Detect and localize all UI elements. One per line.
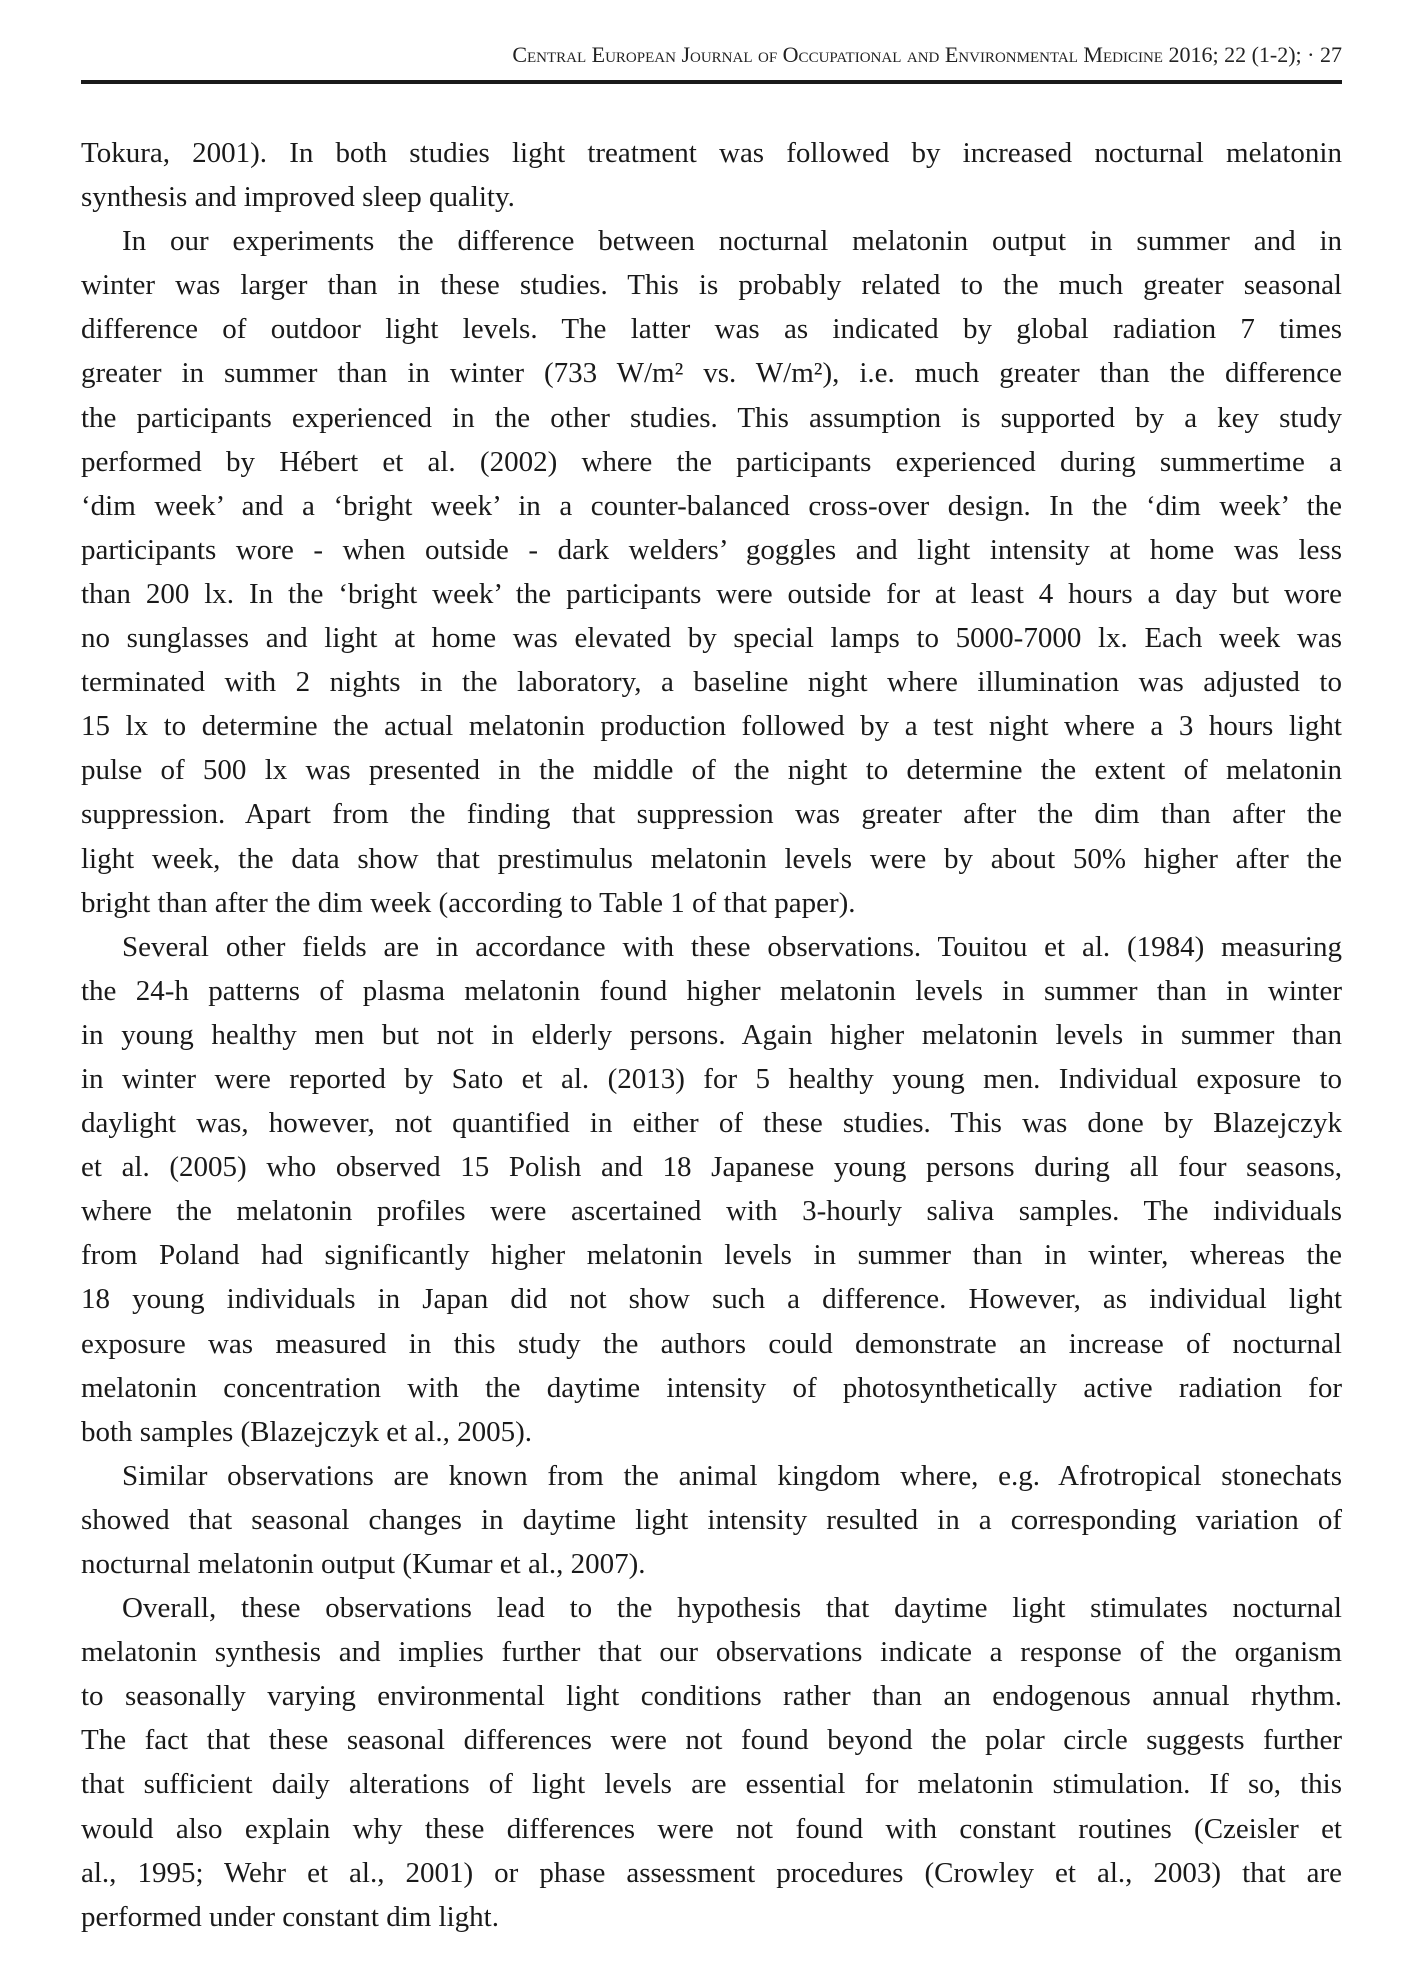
text-line: than 200 lx. In the ‘bright week’ the participants were outside for at least 4 hours a day but wore [81,577,1342,610]
text-line: melatonin synthesis and implies further that our observations indicate a response of the organism [81,1636,1342,1669]
text-line: the 24-h patterns of plasma melatonin found higher melatonin levels in summer than in winter [81,974,1342,1007]
paragraph-3 [81,925,1342,1454]
text-line: In our experiments the difference between nocturnal melatonin output in summer and in [122,225,1342,258]
text-line: participants wore - when outside - dark welders’ goggles and light intensity at home was less [81,533,1342,566]
text-line: showed that seasonal changes in daytime light intensity resulted in a corresponding variation of [81,1503,1342,1536]
text-line: Similar observations are known from the animal kingdom where, e.g. Afrotropical stonechats [122,1459,1342,1492]
text-line: difference of outdoor light levels. The latter was as indicated by global radiation 7 times [81,313,1342,346]
text-line: suppression. Apart from the finding that suppression was greater after the dim than after the [81,798,1342,831]
text-line: to seasonally varying environmental light conditions rather than an endogenous annual rhythm. [81,1680,1342,1713]
text-line: Overall, these observations lead to the hypothesis that daytime light stimulates nocturnal [122,1592,1342,1625]
text-line: performed by Hébert et al. (2002) where the participants experienced during summertime a [81,445,1342,478]
text-line: pulse of 500 lx was presented in the middle of the night to determine the extent of melatonin [81,754,1342,787]
text-line: in winter were reported by Sato et al. (2013) for 5 healthy young men. Individual exposure to [81,1062,1342,1095]
text-line: the participants experienced in the other studies. This assumption is supported by a key study [81,401,1342,434]
text-line: Several other fields are in accordance with these observations. Touitou et al. (1984) measuring [122,930,1342,963]
text-line: 18 young individuals in Japan did not show such a difference. However, as individual light [81,1283,1342,1316]
text-line: ‘dim week’ and a ‘bright week’ in a counter-balanced cross-over design. In the ‘dim week’ the [81,489,1342,522]
issue-and-page-number: 2016; 22 (1-2); · 27 [1168,42,1342,67]
text-line: daylight was, however, not quantified in either of these studies. This was done by Blazejczyk [81,1107,1342,1140]
text-line: that sufficient daily alterations of light levels are essential for melatonin stimulation. If so, this [81,1768,1342,1801]
text-line: 15 lx to determine the actual melatonin production followed by a test night where a 3 hours light [81,710,1342,743]
paragraph-4 [81,1454,1342,1586]
paragraph-1 [81,131,1342,219]
paragraph-2 [81,219,1342,925]
text-line: bright than after the dim week (according to Table 1 of that paper). [81,886,856,919]
running-header [81,40,1342,70]
text-line: performed under constant dim light. [81,1900,499,1933]
journal-title: Central European Journal of Occupational and Environmental Medicine [512,42,1163,67]
text-line: nocturnal melatonin output (Kumar et al., 2007). [81,1548,646,1580]
text-line: greater in summer than in winter (733 W/m² vs. W/m²), i.e. much greater than the difference [81,357,1342,390]
text-line: would also explain why these differences were not found with constant routines (Czeisler et [81,1812,1342,1845]
text-line: where the melatonin profiles were ascertained with 3-hourly saliva samples. The individuals [81,1195,1342,1228]
header-rule [81,80,1342,84]
text-line: winter was larger than in these studies. This is probably related to the much greater seasonal [81,269,1342,302]
text-line: terminated with 2 nights in the laboratory, a baseline night where illumination was adjusted to [81,666,1342,699]
text-line: al., 1995; Wehr et al., 2001) or phase assessment procedures (Crowley et al., 2003) that are [81,1856,1342,1889]
text-line: melatonin concentration with the daytime intensity of photosynthetically active radiation for [81,1371,1342,1404]
text-line: exposure was measured in this study the authors could demonstrate an increase of nocturnal [81,1327,1342,1360]
paragraph-5 [81,1586,1342,1939]
text-line: light week, the data show that prestimulus melatonin levels were by about 50% higher after the [81,842,1342,875]
text-line: in young healthy men but not in elderly persons. Again higher melatonin levels in summer than [81,1018,1342,1051]
text-line: The fact that these seasonal differences were not found beyond the polar circle suggests further [81,1724,1342,1757]
text-line: no sunglasses and light at home was elevated by special lamps to 5000-7000 lx. Each week was [81,622,1342,655]
text-line: et al. (2005) who observed 15 Polish and 18 Japanese young persons during all four seasons, [81,1151,1342,1184]
text-line: Tokura, 2001). In both studies light treatment was followed by increased nocturnal melatonin [81,137,1342,169]
text-line: from Poland had significantly higher melatonin levels in summer than in winter, whereas the [81,1239,1342,1272]
body-text [81,131,1342,1939]
text-line: synthesis and improved sleep quality. [81,181,515,214]
text-line: both samples (Blazejczyk et al., 2005). [81,1415,532,1448]
